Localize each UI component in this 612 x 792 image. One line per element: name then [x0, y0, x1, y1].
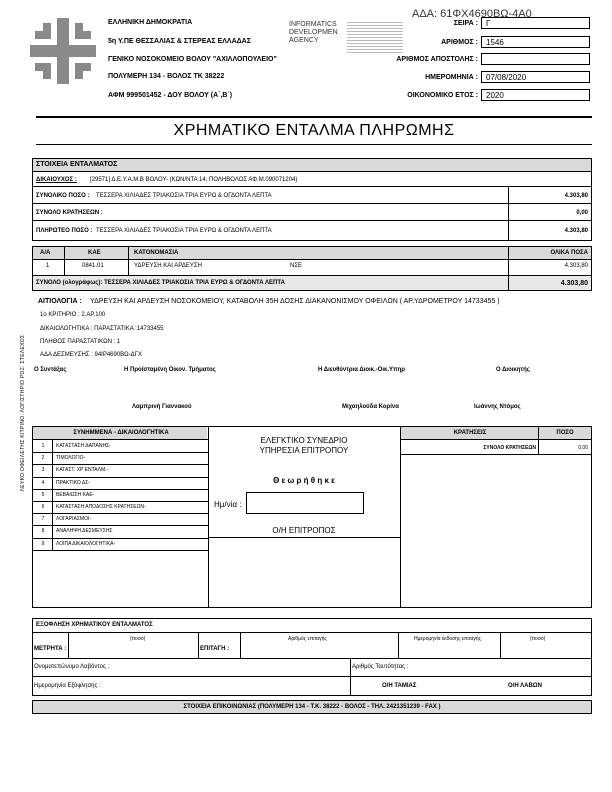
- doc-item-label: ΚΑΤΑΣΤΑΣΗ ΑΠΟΔΟΣΗΣ ΚΡΑΤΗΣΕΩΝ-: [56, 504, 146, 510]
- doc-item-label: ΑΝΑΛΗΨΗ ΔΕΣΜΕΥΣΗΣ: [56, 528, 113, 535]
- header-line-1: ΕΛΛΗΝΙΚΗ ΔΗΜΟΚΡΑΤΙΑ: [108, 19, 193, 26]
- doc-item-label: ΠΡΑΚΤΙΚΟ ΔΣ-: [56, 479, 90, 486]
- signature-name-2: Μιχαηλούδα Κορίνα: [342, 404, 399, 410]
- payment-amount-hint-1: (ποσό): [130, 636, 146, 642]
- kae-header-kae: ΚΑΕ: [88, 250, 101, 256]
- header-line-2: 5η Υ.ΠΕ ΘΕΣΣΑΛΙΑΣ & ΣΤΕΡΕΑΣ ΕΛΛΑΔΑΣ: [108, 38, 251, 45]
- kae-header-name: ΚΑΤΟΝΟΜΑΣΙΑ: [134, 250, 179, 256]
- payment-cashier: Ο/Η ΤΑΜΙΑΣ: [382, 683, 417, 689]
- audit-date-box: [246, 492, 364, 514]
- total-amount-label: ΣΥΝΟΛΙΚΟ ΠΟΣΟ :: [36, 193, 90, 199]
- side-copy-legend: ΛΕΥΚΟ:ΟΦΕΙΛΕΤΗΣ ΚΙΤΡΙΝΟ: ΛΟΓΙΣΤΗΡΙΟ ΡΟΖ: ΣΤΕΛΕΧΟΣ: [20, 334, 26, 492]
- field-value-arithmos: 1546: [481, 36, 590, 48]
- deductions-total-label: ΣΥΝΟΛΟ ΚΡΑΤΗΣΕΩΝ :: [36, 210, 103, 216]
- divider: [208, 537, 400, 538]
- payable-amount-words: ΤΕΣΣΕΡΑ ΧΙΛΙΑΔΕΣ ΤΡΙΑΚΟΣΙΑ ΤΡΙΑ ΕΥΡΩ & ΟΓΔΟΝΤΑ ΛΕΠΤΑ: [96, 228, 272, 234]
- agency-logo-fineprint: [347, 20, 403, 54]
- beneficiary-value: [29571] Δ.Ε.Υ.Α.Μ.Β ΒΟΛΟΥ- (ΚΩΝ/ΝΤΑ 14, ΠΟΛΗΒΟΛΟΣ ΑΦ.Μ.090071204): [90, 177, 298, 183]
- signature-name-3: Ιωάννης Ντόμος: [474, 404, 521, 410]
- section-stoixeia-heading: ΣΤΟΙΧΕΙΑ ΕΝΤΑΛΜΑΤΟΣ: [36, 161, 118, 168]
- field-label-arithmos: ΑΡΙΘΜΟΣ :: [441, 39, 478, 46]
- field-value-apostoli: [481, 53, 590, 65]
- kae-row-name: ΥΔΡΕΥΣΗ ΚΑΙ ΑΡΔΕΥΣΗ: [134, 263, 202, 269]
- deductions-total-row-value: 0,00: [578, 445, 588, 451]
- doc-item-number: 8: [41, 528, 45, 535]
- divider: [68, 632, 69, 658]
- divider: [32, 632, 592, 633]
- audit-line-1: ΕΛΕΓΚΤΙΚΟ ΣΥΝΕΔΡΙΟ: [260, 436, 348, 445]
- deductions-total-row-label: ΣΥΝΟΛΟ ΚΡΑΤΗΣΕΩΝ: [483, 445, 536, 451]
- field-label-apostoli: ΑΡΙΘΜΟΣ ΑΠΟΣΤΟΛΗΣ :: [396, 56, 478, 63]
- title-rule-top: [36, 116, 592, 118]
- doc-item-number: 7: [41, 516, 45, 523]
- header-line-5: ΑΦΜ 999501452 - ΔΟΥ ΒΟΛΟΥ (Α΄,Β΄): [108, 92, 233, 99]
- doc-item-label: ΛΟΓΑΡΙΑΣΜΟΙ-: [56, 516, 92, 523]
- doc-item-number: 1: [41, 443, 45, 449]
- divider: [500, 632, 501, 658]
- payment-receiver-name: Ονοματεπώνυμο Λαβόντος :: [34, 664, 110, 670]
- kae-total-label: ΣΥΝΟΛΟ (ολογράφως): ΤΕΣΣΕΡΑ ΧΙΛΙΑΔΕΣ ΤΡΙΑΚΟΣΙΑ ΤΡΙΑ ΕΥΡΩ & ΟΓΔΟΝΤΑ ΛΕΠΤΑ: [36, 280, 285, 286]
- kae-header-aa: Α/Α: [40, 250, 51, 256]
- divider: [198, 632, 199, 658]
- audit-line-2: ΥΠΗΡΕΣΙΑ ΕΠΙΤΡΟΠΟΥ: [259, 446, 349, 455]
- doc-item-divider: [32, 538, 208, 539]
- signature-role-diefthyntria: Η Διευθύντρια Διοικ.-Οικ.Υπηρ: [318, 367, 405, 373]
- docs-heading: ΣΥΝΗΜΜΕΝΑ - ΔΙΚΑΙΟΛΟΓΗΤΙΚΑ: [73, 430, 169, 436]
- divider: [350, 658, 351, 696]
- divider: [508, 246, 509, 291]
- aitiologia-value: ΥΔΡΕΥΣΗ ΚΑΙ ΑΡΔΕΥΣΗ ΝΟΣΟΚΟΜΕΙΟΥ, ΚΑΤΑΒΟΛΗ 35Η ΔΟΣΗΣ ΔΙΑΚΑΝΟΝΙΣΜΟΥ ΟΦΕΙΛΩΝ ( ΑΡ.ΥΔΡΟΜΕΤΡΟΥ 14733455 ): [90, 298, 500, 305]
- divider: [32, 658, 592, 659]
- doc-item-number: 4: [41, 479, 45, 486]
- payable-amount-value: 4.303,80: [564, 228, 588, 234]
- divider: [538, 426, 539, 454]
- doc-item-number: 6: [41, 504, 45, 510]
- doc-item-divider: [32, 489, 208, 490]
- doc-item-divider: [32, 550, 208, 551]
- beneficiary-label: ΔΙΚΑΙΟΥΧΟΣ :: [36, 177, 77, 183]
- doc-item-divider: [32, 501, 208, 502]
- doc-item-number: 2: [41, 455, 45, 462]
- payment-date: Ημερομηνία Εξόφλησης :: [34, 683, 101, 689]
- doc-item-divider: [32, 464, 208, 465]
- divider: [398, 632, 399, 658]
- doc-item-number: 5: [41, 491, 45, 498]
- field-value-imerominia: 07/08/2020: [481, 71, 590, 83]
- doc-item-label: ΚΑΤΑΣΤΑΣΗ ΔΑΠΑΝΗΣ-: [56, 443, 111, 449]
- ada-desmeusis: ΑΔΑ ΔΕΣΜΕΥΣΗΣ : 94ΙΡ4690ΒΩ-ΔΓΧ: [40, 352, 142, 358]
- deductions-header-amount: ΠΟΣΟ: [556, 430, 574, 436]
- deductions-total-value: 0,00: [576, 210, 588, 216]
- doc-item-divider: [32, 477, 208, 478]
- doc-item-divider: [32, 452, 208, 453]
- payment-check-number: Αριθμός επιταγής: [288, 636, 327, 642]
- kae-total-amount: 4.303,80: [560, 280, 588, 287]
- doc-item-label: ΚΑΤΑΣΤ. ΧΡ ΕΝΤΑΛΜ.-: [56, 467, 109, 474]
- dikaiologitika: ΔΙΚΑΙΟΛΟΓΗΤΙΚΑ : ΠΑΡΑΣΤΑΤΙΚΑ :14733455: [40, 326, 164, 332]
- signature-name-1: Λαμπρινή Γιαννακού: [132, 404, 192, 410]
- deductions-header-name: ΚΡΑΤΗΣΕΙΣ: [453, 430, 487, 436]
- audit-footer: Ο/Η ΕΠΙΤΡΟΠΟΣ: [272, 526, 336, 535]
- field-label-etos: ΟΙΚΟΝΟΜΙΚΟ ΕΤΟΣ :: [407, 92, 478, 99]
- divider: [508, 186, 509, 241]
- divider: [400, 439, 592, 440]
- agency-logo: INFORMATICS DEVELOPMEN AGENCY: [289, 21, 338, 44]
- kae-row-kae: 0841.01: [82, 263, 104, 269]
- divider: [64, 246, 65, 275]
- hospital-cross-logo: [30, 18, 96, 84]
- divider: [32, 676, 592, 677]
- payment-check-label: ΕΠΙΤΑΓΗ :: [200, 646, 230, 652]
- title-rule-bottom: [36, 144, 592, 145]
- signature-role-syntaxas: Ο Συντάξας: [34, 367, 67, 373]
- plithos-parastatikon: ΠΛΗΘΟΣ ΠΑΡΑΣΤΑΤΙΚΩΝ : 1: [40, 339, 121, 345]
- kae-header-amount: ΟΛΙΚΑ ΠΟΣΑ: [550, 250, 588, 256]
- payment-receiver: Ο/Η ΛΑΒΩΝ: [508, 683, 542, 689]
- payment-amount-hint-2: (ποσό): [530, 636, 546, 642]
- doc-item-divider: [32, 513, 208, 514]
- contact-text: ΣΤΟΙΧΕΙΑ ΕΠΙΚΟΙΝΩΝΙΑΣ (ΠΟΛΥΜΕΡΗ 134 - Τ.Κ. 38222 - ΒΟΛΟΣ - ΤΗΛ. 2421351239 - FAX ): [183, 704, 441, 710]
- kae-row-code: ΝΣΕ: [290, 263, 303, 269]
- doc-item-label: ΒΕΒΑΙΩΣΗ ΚΑΕ-: [56, 491, 95, 498]
- field-value-etos: 2020: [481, 89, 590, 101]
- doc-item-label: ΤΙΜΟΛΟΓΙΟ-: [56, 455, 86, 462]
- payment-cash-label: ΜΕΤΡΗΤΑ :: [34, 646, 67, 652]
- doc-number-column-divider: [52, 440, 53, 550]
- audit-seen: Θ ε ω ρ ή θ η κ ε: [273, 476, 335, 485]
- field-label-seira: ΣΕΙΡΑ :: [453, 20, 478, 27]
- signature-role-proistameni: Η Προϊσταμένη Οικον. Τμήματος: [124, 367, 216, 373]
- doc-item-divider: [32, 525, 208, 526]
- payment-heading: ΕΞΟΦΛΗΣΗ ΧΡΗΜΑΤΙΚΟΥ ΕΝΤΑΛΜΑΤΟΣ: [36, 622, 153, 628]
- divider: [240, 632, 241, 658]
- divider: [32, 171, 592, 172]
- ada-stamp: ΑΔΑ: 61ΦΧ4690ΒΩ-4Α0: [412, 8, 532, 20]
- doc-item-number: 3: [41, 467, 45, 474]
- kae-row-aa: 1: [46, 263, 50, 269]
- doc-item-number: 9: [41, 540, 45, 547]
- header-line-3: ΓΕΝΙΚΟ ΝΟΣΟΚΟΜΕΙΟ ΒΟΛΟΥ "ΑΧΙΛΛΟΠΟΥΛΕΙΟ": [108, 56, 277, 63]
- doc-item-label: ΛΟΙΠΑ ΔΙΚΑΙΟΛΟΓΗΤΙΚΑ-: [56, 540, 116, 547]
- aitiologia-label: ΑΙΤΙΟΛΟΓΙΑ :: [38, 298, 82, 305]
- divider: [32, 439, 208, 440]
- field-label-imerominia: ΗΜΕΡΟΜΗΝΙΑ :: [425, 74, 478, 81]
- signature-role-dioikitis: Ο Διοικητής: [496, 367, 530, 373]
- audit-date-label: Ημ/νία :: [214, 500, 242, 509]
- divider: [128, 246, 129, 275]
- divider: [400, 454, 592, 455]
- kritirio: 1ο ΚΡΙΤΗΡΙΟ : 2.ΑΡ.100: [40, 312, 106, 318]
- field-value-seira: Γ: [481, 17, 590, 29]
- total-amount-value: 4.303,80: [564, 193, 588, 199]
- total-amount-words: ΤΕΣΣΕΡΑ ΧΙΛΙΑΔΕΣ ΤΡΙΑΚΟΣΙΑ ΤΡΙΑ ΕΥΡΩ & ΟΓΔΟΝΤΑ ΛΕΠΤΑ: [96, 193, 272, 199]
- payment-check-date: Ημερομηνία έκδοσης επιταγής: [414, 636, 482, 642]
- header-line-4: ΠΟΛΥΜΕΡΗ 134 - ΒΟΛΟΣ ΤΚ 38222: [108, 73, 225, 80]
- kae-row-amount: 4.303,80: [564, 263, 588, 269]
- payable-amount-label: ΠΛΗΡΩΤΕΟ ΠΟΣΟ :: [36, 228, 93, 234]
- payment-id-number: Αριθμός Ταυτότητας :: [352, 664, 409, 670]
- page-title: ΧΡΗΜΑΤΙΚΟ ΕΝΤΑΛΜΑ ΠΛΗΡΩΜΗΣ: [173, 122, 455, 139]
